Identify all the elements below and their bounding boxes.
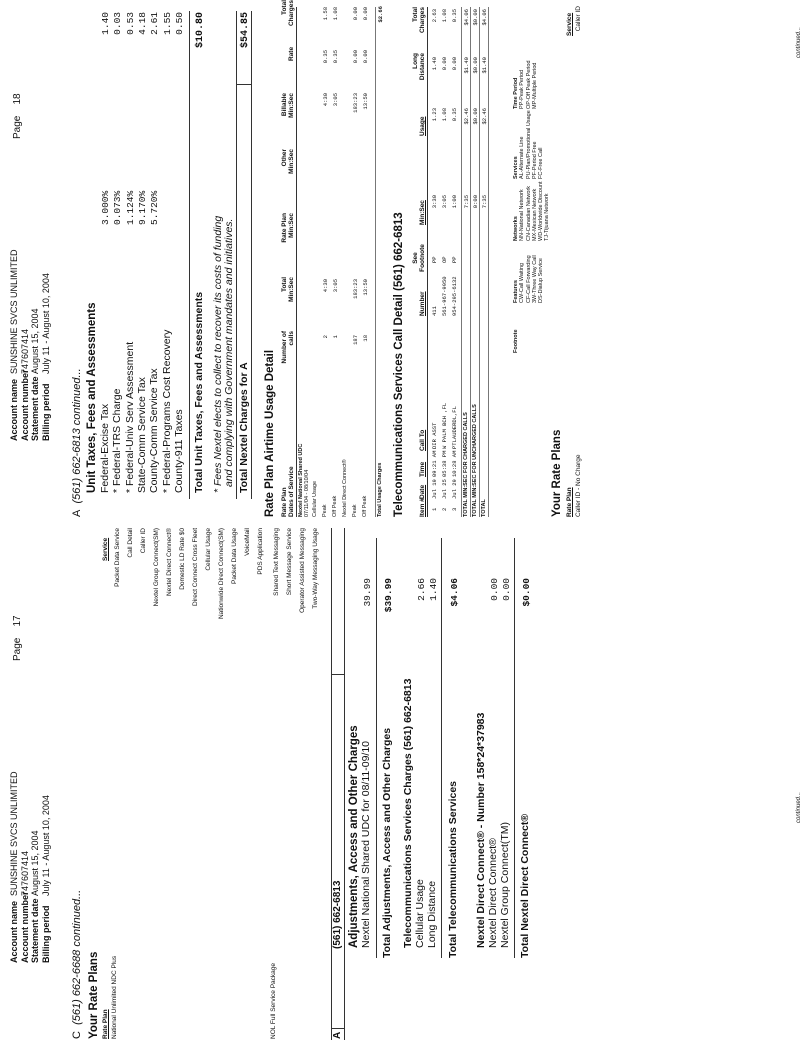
cd-usage: 1.23 (431, 108, 438, 122)
divider (296, 7, 297, 517)
account-number: 747607414 (19, 850, 30, 896)
cd-footnote: PP (451, 256, 458, 263)
tax-label: * Federal-TRS Charge (111, 388, 124, 493)
airtime-header: Rate Plan (281, 487, 288, 517)
statement-date: August 15, 2004 (30, 830, 40, 896)
rate-plan-name: Caller ID - No Charge (575, 454, 582, 517)
adjustments-total-label: Total Adjustments, Access and Other Charges (381, 727, 393, 958)
page-number-value: 17 (12, 615, 23, 627)
header-values (9, 771, 51, 896)
service-item: Cellular Usage (205, 528, 212, 571)
rate-plan-header: Rate Plan (566, 487, 573, 517)
cd-min: 1:00 (451, 195, 458, 209)
cd-call-to: PTLAUDERDL,FL (451, 406, 458, 449)
cd-header: Total Charges (412, 7, 426, 34)
cd-date: Jul 19 (431, 479, 438, 499)
divider (427, 7, 428, 517)
cd-total: 0.35 (451, 9, 458, 23)
tax-label: County-911 Taxes (172, 409, 185, 493)
cd-footnote: OP (441, 256, 448, 263)
direct-connect-total: $0.00 (521, 578, 532, 607)
cd-time: 05:38 PM (441, 450, 448, 477)
service-header: Service (566, 12, 573, 36)
tax-label: * Federal-Univ Serv Assessment (123, 341, 136, 493)
statement-date: August 15, 2004 (30, 308, 40, 374)
label-statement-date: Statement date (30, 376, 40, 441)
service-item: Domestic LD Rate $0 (179, 528, 186, 590)
cd-item: 1 (431, 507, 438, 511)
cd-total-usage: $2.46 (463, 108, 470, 125)
cd-ld: 0.00 (441, 57, 448, 71)
section-header (71, 368, 83, 517)
page-label: Page (12, 637, 23, 661)
cd-usage: 1.08 (441, 108, 448, 122)
telecom-total-label: Total Telecommunications Services (447, 780, 459, 958)
cd-item: 3 (451, 507, 458, 511)
legend-item: CF-Call Forwarding (525, 255, 532, 303)
legend-services-title: Services (513, 156, 519, 179)
airtime-calls: 1 (332, 335, 339, 339)
tax-label: State-Comm Service Tax (135, 377, 148, 493)
adjustment-item-amount: 39.99 (362, 578, 373, 607)
direct-connect-item-amount: 0.00 (501, 578, 512, 601)
airtime-calls: 18 (362, 335, 369, 342)
tax-rate: 3.000% (100, 190, 111, 225)
airtime-total: $2.66 (377, 6, 384, 23)
cd-time: 10:28 AM (451, 450, 458, 477)
section-a-letter: A (332, 1031, 343, 1039)
tax-amount: 0.03 (112, 12, 124, 35)
divider (375, 7, 376, 517)
divider (376, 538, 377, 958)
page-18 (0, 0, 809, 521)
tax-rate: 9.170% (136, 190, 148, 225)
service-item: VoiceMail (244, 528, 251, 556)
tax-amount: 1.40 (100, 12, 111, 35)
direct-connect-total-label: Total Nextel Direct Connect® (519, 813, 531, 958)
taxes-total-label: Total Unit Taxes, Fees and Assessments (193, 291, 205, 493)
label-billing-period: Billing period (40, 383, 51, 441)
taxes-total: $10.80 (195, 12, 206, 49)
legend-item: CN-Canadian Network (525, 185, 532, 241)
cd-header: Time (419, 461, 426, 477)
legend-features-title: Features (513, 280, 519, 303)
divider (189, 11, 190, 499)
grand-total-label: Total Nextel Charges for A (238, 362, 250, 493)
section-a-divider (331, 1028, 344, 1029)
continued-note: continued... (796, 26, 802, 58)
service-item: Nextel Group Connect(SM) (153, 528, 160, 607)
rate-plan-name: National Unlimited NDC Plus (111, 955, 118, 1039)
airtime-header: Dates of Service (288, 466, 295, 517)
cd-header: See Footnote (412, 244, 426, 272)
cd-call-to: DIR ASST (431, 422, 438, 449)
airtime-rate: 0.00 (362, 50, 369, 64)
legend-item: AL-Alternate Line (519, 136, 526, 179)
service-item: Packet Data Usage (231, 528, 238, 585)
airtime-header: Rate (288, 46, 295, 61)
plan-services-list (111, 528, 267, 728)
legend-footnote-title: Footnote (513, 329, 519, 353)
cd-header: Call To (419, 429, 426, 451)
airtime-total: 183:23 (352, 279, 359, 299)
tax-label: * Federal-Programs Cost Recovery (160, 329, 173, 493)
account-name: SUNSHINE SVCS UNLIMITED (9, 249, 19, 374)
cd-usage: 0.35 (451, 108, 458, 122)
cd-number: 561-967-9950 (441, 276, 448, 316)
tax-label: County-Comm Service Tax (148, 368, 161, 493)
divider (514, 538, 515, 958)
airtime-row-label: Peak (322, 504, 328, 517)
page-label: Page (12, 115, 23, 139)
cd-header: Min:Sec (419, 200, 426, 225)
service-item: Caller ID (140, 528, 147, 554)
airtime-rate: 0.35 (332, 50, 339, 64)
legend-item: WD-Worldwide Discount (538, 181, 545, 241)
service-item: Direct Connect Cross Fleet (192, 528, 199, 607)
taxes-title: Unit Taxes, Fees and Assessments (86, 302, 98, 493)
label-account-number: Account number (19, 891, 30, 963)
service-item: Short Message Service (286, 528, 293, 596)
legend-item: MP-Multiple Period (531, 62, 538, 109)
label-account-name: Account name (9, 378, 19, 441)
cd-total-label: TOTAL MIN:SEC FOR CHARGED CALLS (463, 412, 469, 517)
airtime-group: Cellular Usage (312, 480, 318, 517)
account-name: SUNSHINE SVCS UNLIMITED (9, 771, 19, 896)
section-letter: C (71, 1031, 83, 1039)
legend-item: CW-Call Waiting (519, 262, 526, 303)
cd-item: 2 (441, 507, 448, 511)
service-item: Two-Way Messaging Usage (312, 528, 319, 609)
divider (488, 7, 489, 517)
airtime-charge: 0.00 (362, 7, 369, 21)
cd-header: Date (419, 484, 426, 499)
service-item: Shared Text Messaging (273, 528, 280, 596)
cd-total: 1.08 (441, 9, 448, 23)
legend-item: NN-National Network (519, 189, 526, 241)
legend-features (513, 255, 544, 303)
label-billing-period: Billing period (40, 905, 51, 963)
legend-services (513, 110, 544, 179)
cd-call-to: W PALM BCH ,FL (441, 402, 448, 449)
airtime-total-label: Total Usage Charges (377, 462, 383, 517)
airtime-total: 3:05 (332, 279, 339, 293)
page-17 (0, 522, 809, 1043)
rate-plan-service: Caller ID (575, 6, 582, 32)
service-item: PDS Application (257, 528, 264, 575)
telecom-charges-title: Telecommunications Services Charges (561) 662-6813 (402, 678, 414, 948)
cd-time: 09:21 AM (431, 450, 438, 477)
cd-total-total: $4.06 (481, 9, 488, 26)
airtime-rate: 0.35 (322, 50, 329, 64)
cd-total-label: TOTAL MIN:SEC FOR UNCHARGED CALLS (472, 404, 478, 517)
cd-total-ld: $1.40 (463, 57, 470, 74)
rate-plan-name: NOL Full Service Package (270, 963, 277, 1039)
adjustments-total: $39.99 (383, 578, 394, 613)
telecom-item-label: Long Distance (426, 880, 438, 948)
legend-item: MX-Mexican Network (531, 188, 538, 241)
account-number: 747607414 (19, 328, 30, 374)
header-labels (9, 369, 51, 441)
airtime-title: Rate Plan Airtime Usage Detail (264, 349, 276, 517)
tax-amount: 0.50 (173, 12, 185, 35)
tax-amount: 4.18 (136, 12, 148, 35)
service-item: Packet Data Service (114, 528, 121, 587)
cd-ld: 1.40 (431, 57, 438, 71)
rate-plans-title: Your Rate Plans (88, 951, 100, 1039)
divider (461, 7, 462, 517)
tax-rate: 0.073% (112, 190, 124, 225)
header-values (9, 249, 51, 374)
service-item: Nextel Direct Connect® (166, 528, 173, 597)
airtime-header: Total Min:Sec (281, 277, 295, 302)
telecom-item-label: Cellular Usage (414, 879, 426, 948)
legend-time-title: Time Period (513, 77, 519, 109)
legend-item: PF-Period Free (531, 141, 538, 179)
cd-number: 954-295-6132 (451, 276, 458, 316)
airtime-billable: 3:05 (332, 93, 339, 107)
page-number (12, 615, 23, 661)
cd-header: Number (419, 291, 426, 316)
section-header (71, 890, 83, 1039)
airtime-header: Billable Min:Sec (281, 93, 295, 118)
airtime-row-label: Off Peak (362, 495, 368, 517)
cd-total: 2.63 (431, 9, 438, 23)
service-item: Nationwide Direct Connect(SM) (218, 528, 225, 620)
airtime-header: Total Charges (281, 0, 295, 27)
legend-networks (513, 182, 551, 242)
label-account-number: Account number (19, 369, 30, 441)
grand-total-divider (236, 84, 252, 85)
airtime-group: Nextel Direct Connect® (342, 459, 348, 517)
divider (479, 7, 480, 517)
direct-connect-item-amount: 0.00 (489, 578, 500, 601)
tax-amount: 0.53 (124, 12, 136, 35)
cd-date: Jul 29 (451, 479, 458, 499)
section-letter: A (71, 509, 83, 517)
airtime-row-label: Peak (352, 504, 358, 517)
airtime-header: Other Min:Sec (281, 149, 295, 174)
section-a-number: (561) 662-6813 (332, 880, 343, 949)
cd-ld: 0.00 (451, 57, 458, 71)
tax-label: Federal-Excise Tax (99, 403, 111, 493)
rate-plan-header: Rate Plan (102, 1009, 109, 1039)
tax-amount: 1.55 (161, 12, 173, 35)
legend-item: TJ-Tijuana Network (544, 193, 551, 241)
legend-item: DS-Dialup Service (538, 258, 545, 303)
airtime-charge: 0.00 (352, 7, 359, 21)
tax-rate: 1.124% (124, 190, 136, 225)
adjustment-item-label: Nextel National Shared UDC for 08/11-09/10 (360, 740, 372, 948)
legend-time (513, 60, 538, 109)
cd-date: Jul 25 (441, 479, 448, 499)
legend-item: 3W-Three Way Call (531, 255, 538, 303)
adjustments-title: Adjustments, Access and Other Charges (348, 725, 360, 948)
airtime-calls: 187 (352, 335, 359, 345)
service-item: Operator Assisted Messaging (299, 528, 306, 613)
cd-footnote: PP (431, 256, 438, 263)
airtime-dates: 07/11/04 - 08/10/04 (304, 469, 310, 517)
fees-note-line-2: and complying with Government mandates and initiatives. (223, 218, 235, 487)
service-header: Service (102, 537, 109, 561)
tax-rate: 5.720% (149, 190, 161, 225)
cd-total-total: $4.06 (463, 9, 470, 26)
airtime-charge: 1.08 (332, 7, 339, 21)
airtime-total: 4:30 (322, 279, 329, 293)
telecom-item-amount: 2.66 (416, 578, 427, 601)
continued-note: continued... (796, 791, 802, 823)
section-a-divider-2 (331, 674, 344, 675)
page-number-value: 18 (12, 93, 23, 105)
airtime-billable: 183:23 (352, 93, 359, 113)
cd-total-ld: $1.40 (481, 57, 488, 74)
service-item: Call Detail (127, 528, 134, 558)
legend-item: PP-Peak Period (519, 69, 526, 109)
legend-item: FC-Free Call (538, 147, 545, 179)
direct-connect-item-label: Nextel Group Connect(TM) (499, 821, 511, 948)
cd-min: 3:30 (431, 195, 438, 209)
cd-header: Item # (419, 498, 426, 517)
tax-amount: 2.61 (149, 12, 161, 35)
fees-note-line-1: * Fees Nextel elects to collect to recover its costs of funding (212, 215, 224, 493)
airtime-charge: 1.58 (322, 7, 329, 21)
section-title: (561) 662-6688 continued... (71, 889, 83, 1025)
section-a-box (331, 528, 345, 1040)
cd-total-ld: $0.00 (472, 57, 479, 74)
billing-period: July 11 - August 10, 2004 (40, 795, 51, 896)
call-detail-title: Telecommunications Services Call Detail (561) 662-6813 (393, 212, 405, 517)
airtime-header: Number of calls (281, 331, 295, 364)
airtime-header: Rate Plan Min:Sec (281, 213, 295, 243)
divider (441, 538, 442, 958)
cd-total-min: 0:00 (472, 195, 479, 209)
cd-total-usage: $0.00 (472, 108, 479, 125)
airtime-billable: 4:30 (322, 93, 329, 107)
header-labels (9, 891, 51, 963)
airtime-rate: 0.00 (352, 50, 359, 64)
section-title: (561) 662-6813 continued... (71, 368, 83, 504)
airtime-total: 13:50 (362, 279, 369, 296)
label-statement-date: Statement date (30, 898, 40, 963)
airtime-calls: 2 (322, 335, 329, 339)
telecom-total: $4.06 (449, 578, 460, 607)
cd-total-usage: $2.46 (481, 108, 488, 125)
telecom-item-amount: 1.40 (428, 578, 439, 601)
page-number (12, 93, 23, 139)
cd-number: 411 (431, 306, 438, 316)
cd-total-min: 7:35 (481, 195, 488, 209)
direct-connect-title: Nextel Direct Connect® - Number 158*24*37983 (475, 712, 487, 948)
cd-total-min: 7:35 (463, 195, 470, 209)
plan-services-list (270, 528, 322, 728)
cd-header: Usage (419, 116, 426, 136)
cd-total-label: TOTAL (481, 499, 487, 517)
legend-item: PU-Plan/Promotional Usage (525, 110, 532, 179)
rate-plans-title: Your Rate Plans (551, 429, 563, 517)
legend-networks-title: Networks (513, 216, 519, 241)
airtime-row-label: Off Peak (332, 495, 338, 517)
label-account-name: Account name (9, 900, 19, 963)
grand-total: $54.85 (240, 12, 251, 49)
cd-header: Long Distance (412, 53, 426, 81)
cd-min: 3:05 (441, 195, 448, 209)
legend-item: OP-Off Peak Period (525, 60, 532, 109)
airtime-billable: 13:50 (362, 93, 369, 110)
divider (470, 7, 471, 517)
airtime-plan: Nextel National Shared UDC (298, 443, 304, 517)
billing-period: July 11 - August 10, 2004 (40, 273, 51, 374)
cd-total-total: $0.00 (472, 9, 479, 26)
direct-connect-item-label: Nextel Direct Connect® (487, 838, 499, 948)
